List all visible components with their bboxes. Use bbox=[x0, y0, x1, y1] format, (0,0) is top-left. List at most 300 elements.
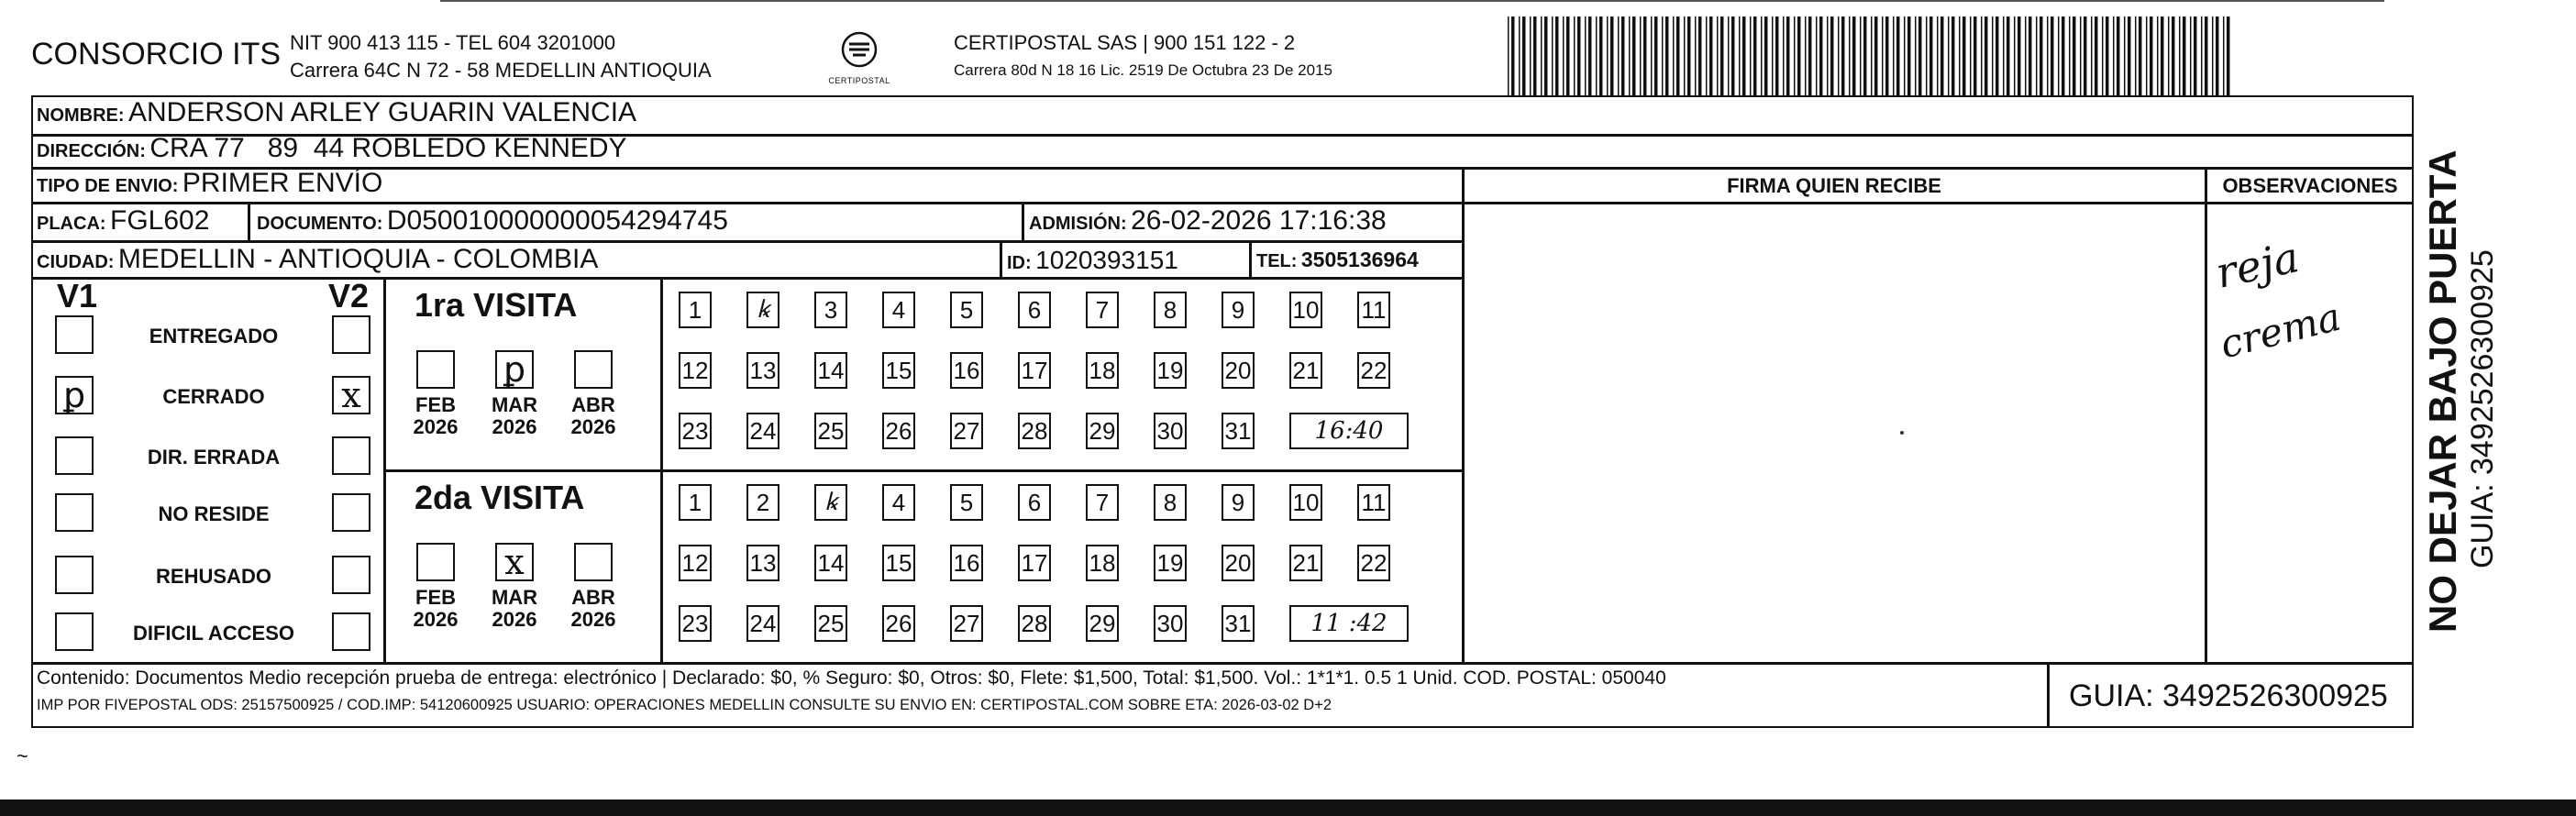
barcode-bar bbox=[1896, 17, 1900, 95]
barcode-bar bbox=[1753, 17, 1757, 95]
day-box[interactable]: 30 bbox=[1154, 605, 1187, 642]
tipo-value: PRIMER ENVÍO bbox=[182, 168, 383, 198]
day-box[interactable]: 30 bbox=[1154, 413, 1187, 449]
day-box[interactable]: 25 bbox=[814, 605, 847, 642]
ciudad-row bbox=[37, 244, 598, 275]
barcode-bar bbox=[2201, 17, 2203, 95]
signature-area[interactable] bbox=[1464, 204, 2205, 662]
barcode-bar bbox=[1797, 17, 1801, 95]
barcode-bar bbox=[2223, 17, 2225, 95]
month-checkbox[interactable] bbox=[574, 543, 613, 581]
month-year: 2026 bbox=[492, 608, 537, 631]
barcode-bar bbox=[1629, 17, 1631, 95]
month-year: 2026 bbox=[570, 608, 616, 631]
v1-checkbox[interactable] bbox=[55, 556, 94, 594]
visit-title: 1ra VISITA bbox=[415, 286, 578, 324]
print-info: IMP POR FIVEPOSTAL ODS: 25157500925 / COD.IMP: 54120600925 USUARIO: OPERACIONES MEDELLIN CONSULTE SU ENVIO EN: CERTIPOSTAL.COM SOBRE ETA: 2026-03-02 D+2 bbox=[37, 697, 1332, 713]
visit-month-divider bbox=[660, 277, 663, 662]
day-box[interactable]: 12 bbox=[679, 545, 712, 581]
v1-checkbox[interactable] bbox=[55, 315, 94, 354]
barcode-bar bbox=[1830, 17, 1834, 95]
day-box[interactable]: 24 bbox=[746, 413, 779, 449]
day-box[interactable]: 15 bbox=[882, 545, 915, 581]
barcode-bar bbox=[1662, 17, 1664, 95]
barcode-bar bbox=[2051, 17, 2054, 95]
v1-checkbox[interactable] bbox=[55, 436, 94, 475]
barcode-bar bbox=[1541, 17, 1542, 95]
row-divider bbox=[31, 277, 1462, 280]
day-box[interactable]: 6 bbox=[1018, 292, 1051, 328]
barcode-bar bbox=[1610, 17, 1614, 95]
day-box[interactable]: 21 bbox=[1289, 545, 1322, 581]
day-box[interactable]: 23 bbox=[679, 413, 712, 449]
barcode-bar bbox=[1808, 17, 1812, 95]
barcode-bar bbox=[1863, 17, 1867, 95]
month-name: ABR bbox=[571, 393, 615, 416]
barcode-bar bbox=[1665, 17, 1669, 95]
tipo-label: TIPO DE ENVIO: bbox=[37, 176, 179, 196]
footer-divider bbox=[31, 662, 2414, 665]
observaciones-header: OBSERVACIONES bbox=[2222, 174, 2398, 197]
barcode-bar bbox=[1819, 17, 1823, 95]
barcode-bar bbox=[1926, 17, 1928, 95]
cell-divider bbox=[1249, 240, 1252, 277]
guia-divider bbox=[2047, 662, 2050, 728]
top-rule bbox=[440, 0, 2384, 2]
day-box[interactable]: 9 bbox=[1222, 292, 1255, 328]
day-box[interactable]: 5 bbox=[950, 484, 983, 521]
barcode-bar bbox=[2190, 17, 2192, 95]
barcode-bar bbox=[1717, 17, 1719, 95]
admision-value: 26-02-2026 17:16:38 bbox=[1131, 205, 1387, 236]
barcode-bar bbox=[1973, 17, 1977, 95]
barcode-bar bbox=[2003, 17, 2005, 95]
observation-note-1: reja bbox=[2211, 232, 2304, 298]
month-name: MAR bbox=[491, 586, 538, 609]
barcode-bar bbox=[2102, 17, 2104, 95]
observation-note-2: crema bbox=[2216, 293, 2346, 368]
status-label: ENTREGADO bbox=[149, 325, 279, 347]
v2-checkbox[interactable] bbox=[332, 493, 370, 532]
scan-edge bbox=[0, 799, 2576, 816]
barcode-bar bbox=[1731, 17, 1735, 95]
barcode-bar bbox=[1519, 17, 1520, 95]
company-address: Carrera 64C N 72 - 58 MEDELLIN ANTIOQUIA bbox=[290, 59, 712, 82]
certipostal-logo-icon bbox=[825, 29, 893, 72]
barcode bbox=[1504, 17, 2238, 95]
barcode-bar bbox=[1684, 17, 1686, 95]
month-checkbox[interactable] bbox=[574, 350, 613, 389]
barcode-bar bbox=[1996, 17, 1999, 95]
id-label: ID: bbox=[1007, 253, 1032, 273]
day-box[interactable]: 2 bbox=[746, 484, 779, 521]
barcode-bar bbox=[1673, 17, 1675, 95]
barcode-bar bbox=[2128, 17, 2131, 95]
day-box[interactable]: 7 bbox=[1086, 292, 1119, 328]
barcode-bar bbox=[1577, 17, 1581, 95]
barcode-bar bbox=[2117, 17, 2120, 95]
barcode-bar bbox=[1904, 17, 1906, 95]
barcode-bar bbox=[2179, 17, 2181, 95]
month-name: MAR bbox=[491, 393, 538, 416]
day-box[interactable]: 10 bbox=[1289, 484, 1322, 521]
courier-line: CERTIPOSTAL SAS | 900 151 122 - 2 bbox=[954, 31, 1296, 54]
barcode-bar bbox=[2007, 17, 2010, 95]
barcode-bar bbox=[1882, 17, 1884, 95]
day-box[interactable]: 19 bbox=[1154, 545, 1187, 581]
company-info bbox=[290, 29, 712, 84]
cell-divider bbox=[1000, 240, 1002, 277]
v2-checkbox[interactable] bbox=[332, 556, 370, 594]
day-box[interactable]: 14 bbox=[814, 545, 847, 581]
barcode-bar bbox=[1508, 17, 1509, 95]
month-label bbox=[481, 394, 548, 438]
day-box[interactable]: 17 bbox=[1018, 352, 1051, 389]
barcode-bar bbox=[1871, 17, 1873, 95]
barcode-bar bbox=[2029, 17, 2032, 95]
barcode-bar bbox=[2216, 17, 2219, 95]
barcode-bar bbox=[1918, 17, 1922, 95]
day-box[interactable]: 25 bbox=[814, 413, 847, 449]
barcode-bar bbox=[1772, 17, 1774, 95]
tel-row bbox=[1256, 248, 1419, 272]
content-summary: Contenido: Documentos Medio recepción prueba de entrega: electrónico | Declarado: $0, % Seguro: $0, Otros: $0, Flete: $1,500, Total: $1,500. Vol.: 1*1*1. 0.5 1 Unid. COD. POSTAL: 050040 bbox=[37, 667, 1666, 689]
month-check-mark: ⅹ bbox=[504, 542, 525, 582]
day-box[interactable]: 22 bbox=[1357, 545, 1390, 581]
barcode-bar bbox=[1893, 17, 1895, 95]
barcode-bar bbox=[1786, 17, 1790, 95]
day-box[interactable]: 1 bbox=[679, 484, 712, 521]
day-box[interactable]: 22 bbox=[1357, 352, 1390, 389]
barcode-bar bbox=[2073, 17, 2076, 95]
admision-label: ADMISIÓN: bbox=[1029, 214, 1127, 234]
day-box[interactable]: 10 bbox=[1289, 292, 1322, 328]
day-box[interactable]: 13 bbox=[746, 545, 779, 581]
day-box[interactable]: 20 bbox=[1222, 352, 1255, 389]
barcode-bar bbox=[1985, 17, 1988, 95]
barcode-bar bbox=[2014, 17, 2016, 95]
tipo-row bbox=[37, 168, 382, 199]
barcode-bar bbox=[1874, 17, 1878, 95]
v2-checkbox[interactable] bbox=[332, 612, 370, 651]
barcode-bar bbox=[1783, 17, 1785, 95]
status-label: CERRADO bbox=[162, 385, 265, 408]
barcode-bar bbox=[1574, 17, 1575, 95]
barcode-bar bbox=[1764, 17, 1768, 95]
barcode-bar bbox=[1530, 17, 1531, 95]
month-year: 2026 bbox=[570, 415, 616, 438]
barcode-bar bbox=[1585, 17, 1587, 95]
barcode-bar bbox=[1970, 17, 1972, 95]
barcode-bar bbox=[2062, 17, 2065, 95]
barcode-bar bbox=[1544, 17, 1548, 95]
barcode-bar bbox=[2135, 17, 2137, 95]
barcode-bar bbox=[2124, 17, 2126, 95]
status-label: DIR. ERRADA bbox=[147, 446, 281, 469]
barcode-bar bbox=[1951, 17, 1955, 95]
day-box[interactable]: 29 bbox=[1086, 605, 1119, 642]
cell-divider bbox=[1022, 202, 1024, 240]
month-name: ABR bbox=[571, 586, 615, 609]
barcode-bar bbox=[1959, 17, 1961, 95]
v2-check-mark: ⅹ bbox=[341, 375, 361, 415]
barcode-bar bbox=[2146, 17, 2148, 95]
barcode-bar bbox=[1937, 17, 1939, 95]
visit-title: 2da VISITA bbox=[415, 479, 585, 516]
day-box[interactable]: 27 bbox=[950, 413, 983, 449]
visit-divider bbox=[383, 469, 1462, 472]
day-box[interactable]: 11 bbox=[1357, 292, 1390, 328]
day-box[interactable]: 4 bbox=[882, 292, 915, 328]
day-box[interactable]: 31 bbox=[1222, 413, 1255, 449]
barcode-bar bbox=[1841, 17, 1845, 95]
courier-info bbox=[954, 29, 1332, 84]
placa-label: PLACA: bbox=[37, 214, 106, 234]
day-box[interactable]: 6 bbox=[1018, 484, 1051, 521]
day-box[interactable]: 18 bbox=[1086, 352, 1119, 389]
barcode-bar bbox=[1992, 17, 1994, 95]
day-box[interactable]: 28 bbox=[1018, 413, 1051, 449]
day-box[interactable]: 1 bbox=[679, 292, 712, 328]
visit-time-box[interactable]: 16:40 bbox=[1289, 413, 1409, 449]
row-divider bbox=[31, 167, 2414, 170]
documento-row bbox=[257, 205, 728, 237]
barcode-bar bbox=[1698, 17, 1702, 95]
day-box[interactable]: 28 bbox=[1018, 605, 1051, 642]
day-box[interactable]: 17 bbox=[1018, 545, 1051, 581]
day-box[interactable]: 16 bbox=[950, 545, 983, 581]
day-box[interactable]: 5 bbox=[950, 292, 983, 328]
day-box[interactable]: 21 bbox=[1289, 352, 1322, 389]
barcode-bar bbox=[1643, 17, 1647, 95]
company-name: CONSORCIO ITS bbox=[31, 37, 282, 72]
barcode-bar bbox=[1860, 17, 1862, 95]
barcode-bar bbox=[1805, 17, 1807, 95]
day-box[interactable]: 18 bbox=[1086, 545, 1119, 581]
day-box[interactable]: 9 bbox=[1222, 484, 1255, 521]
month-checkbox[interactable] bbox=[416, 543, 455, 581]
barcode-bar bbox=[2194, 17, 2197, 95]
tel-value: 3505136964 bbox=[1300, 248, 1419, 271]
barcode-bar bbox=[1687, 17, 1691, 95]
barcode-bar bbox=[2212, 17, 2214, 95]
month-checkbox[interactable] bbox=[416, 350, 455, 389]
barcode-bar bbox=[1651, 17, 1653, 95]
v1-checkbox[interactable] bbox=[55, 493, 94, 532]
barcode-bar bbox=[2036, 17, 2038, 95]
barcode-bar bbox=[2040, 17, 2043, 95]
day-box[interactable]: 23 bbox=[679, 605, 712, 642]
barcode-bar bbox=[1852, 17, 1856, 95]
barcode-bar bbox=[1739, 17, 1741, 95]
barcode-bar bbox=[1885, 17, 1889, 95]
firma-header: FIRMA QUIEN RECIBE bbox=[1727, 174, 1941, 197]
barcode-bar bbox=[1728, 17, 1730, 95]
day-box[interactable]: 4 bbox=[882, 484, 915, 521]
day-box[interactable]: 8 bbox=[1154, 292, 1187, 328]
month-label bbox=[559, 587, 627, 631]
direccion-value: CRA 77 89 44 ROBLEDO KENNEDY bbox=[149, 133, 627, 163]
barcode-bar bbox=[2161, 17, 2164, 95]
v1-header: V1 bbox=[57, 277, 98, 314]
barcode-bar bbox=[1849, 17, 1851, 95]
barcode-bar bbox=[1654, 17, 1658, 95]
month-checkbox[interactable] bbox=[495, 543, 534, 581]
barcode-bar bbox=[2168, 17, 2170, 95]
observaciones-divider bbox=[2205, 167, 2207, 664]
barcode-bar bbox=[1596, 17, 1598, 95]
cell-divider bbox=[248, 202, 250, 240]
day-box[interactable]: 19 bbox=[1154, 352, 1187, 389]
documento-value: D050010000000054294745 bbox=[386, 205, 728, 236]
placa-row bbox=[37, 205, 209, 237]
day-box[interactable]: 7 bbox=[1086, 484, 1119, 521]
barcode-bar bbox=[2084, 17, 2087, 95]
status-label: DIFICIL ACCESO bbox=[132, 622, 294, 645]
v2-checkbox[interactable] bbox=[332, 376, 370, 414]
direccion-label: DIRECCIÓN: bbox=[37, 141, 146, 161]
barcode-bar bbox=[1948, 17, 1950, 95]
barcode-bar bbox=[1827, 17, 1829, 95]
barcode-bar bbox=[1915, 17, 1917, 95]
barcode-bar bbox=[1632, 17, 1636, 95]
day-box[interactable]: 8 bbox=[1154, 484, 1187, 521]
barcode-bar bbox=[2047, 17, 2049, 95]
side-warning bbox=[2421, 149, 2501, 633]
certipostal-logo bbox=[825, 29, 893, 88]
month-label bbox=[481, 587, 548, 631]
barcode-bar bbox=[2069, 17, 2071, 95]
barcode-bar bbox=[2139, 17, 2142, 95]
barcode-bar bbox=[1962, 17, 1966, 95]
day-box[interactable]: ꝃ bbox=[746, 292, 779, 328]
v1-checkbox[interactable] bbox=[55, 376, 94, 414]
barcode-bar bbox=[2058, 17, 2060, 95]
barcode-bar bbox=[2018, 17, 2021, 95]
barcode-bar bbox=[2025, 17, 2027, 95]
day-box[interactable]: 11 bbox=[1357, 484, 1390, 521]
barcode-bar bbox=[2080, 17, 2082, 95]
barcode-bar bbox=[2150, 17, 2153, 95]
barcode-bar bbox=[1555, 17, 1559, 95]
visit-time-box[interactable]: 11 :42 bbox=[1289, 605, 1409, 642]
tel-label: TEL: bbox=[1256, 251, 1298, 271]
no-dejar-bajo-puerta: NO DEJAR BAJO PUERTA bbox=[2421, 149, 2464, 633]
barcode-bar bbox=[2106, 17, 2109, 95]
barcode-bar bbox=[1816, 17, 1818, 95]
logo-label: CERTIPOSTAL bbox=[828, 76, 890, 85]
day-box[interactable]: 14 bbox=[814, 352, 847, 389]
day-box[interactable]: 20 bbox=[1222, 545, 1255, 581]
barcode-graphic bbox=[1504, 17, 2238, 95]
placa-value: FGL602 bbox=[110, 205, 210, 236]
day-box[interactable]: ꝃ bbox=[814, 484, 847, 521]
barcode-bar bbox=[2095, 17, 2098, 95]
month-name: FEB bbox=[415, 586, 456, 609]
id-row bbox=[1007, 246, 1178, 275]
barcode-bar bbox=[1940, 17, 1944, 95]
day-box[interactable]: 13 bbox=[746, 352, 779, 389]
month-year: 2026 bbox=[413, 608, 459, 631]
day-box[interactable]: 15 bbox=[882, 352, 915, 389]
barcode-bar bbox=[2157, 17, 2159, 95]
barcode-bar bbox=[1720, 17, 1724, 95]
barcode-bar bbox=[2183, 17, 2186, 95]
barcode-bar bbox=[1607, 17, 1609, 95]
barcode-bar bbox=[1618, 17, 1620, 95]
guia-number: GUIA: 3492526300925 bbox=[2069, 678, 2388, 713]
v2-checkbox[interactable] bbox=[332, 436, 370, 475]
scan-dot bbox=[1900, 431, 1904, 435]
side-guia: GUIA: 3492526300925 bbox=[2465, 249, 2500, 568]
courier-address: Carrera 80d N 18 16 Lic. 2519 De Octubra 23 De 2015 bbox=[954, 61, 1332, 79]
barcode-bar bbox=[2091, 17, 2093, 95]
barcode-bar bbox=[1676, 17, 1680, 95]
barcode-bar bbox=[1706, 17, 1708, 95]
barcode-bar bbox=[1640, 17, 1642, 95]
day-box[interactable]: 16 bbox=[950, 352, 983, 389]
day-box[interactable]: 26 bbox=[882, 605, 915, 642]
day-box[interactable]: 27 bbox=[950, 605, 983, 642]
month-label bbox=[402, 394, 470, 438]
v1-check-mark: ꝑ bbox=[62, 375, 86, 415]
barcode-bar bbox=[1599, 17, 1603, 95]
month-name: FEB bbox=[415, 393, 456, 416]
day-box[interactable]: 29 bbox=[1086, 413, 1119, 449]
month-year: 2026 bbox=[413, 415, 459, 438]
barcode-bar bbox=[1511, 17, 1515, 95]
v2-checkbox[interactable] bbox=[332, 315, 370, 354]
month-year: 2026 bbox=[492, 415, 537, 438]
barcode-bar bbox=[1981, 17, 1983, 95]
month-checkbox[interactable] bbox=[495, 350, 534, 389]
direccion-row bbox=[37, 133, 627, 164]
nit-line: NIT 900 413 115 - TEL 604 3201000 bbox=[290, 31, 616, 54]
barcode-bar bbox=[2113, 17, 2115, 95]
barcode-bar bbox=[1566, 17, 1570, 95]
status-label: REHUSADO bbox=[156, 565, 271, 588]
month-label bbox=[402, 587, 470, 631]
barcode-bar bbox=[1522, 17, 1526, 95]
day-box[interactable]: 26 bbox=[882, 413, 915, 449]
status-label: NO RESIDE bbox=[158, 502, 270, 525]
barcode-bar bbox=[2205, 17, 2208, 95]
barcode-bar bbox=[1563, 17, 1564, 95]
id-value: 1020393151 bbox=[1035, 246, 1178, 274]
v2-header: V2 bbox=[328, 277, 370, 314]
barcode-bar bbox=[1533, 17, 1537, 95]
nombre-value: ANDERSON ARLEY GUARIN VALENCIA bbox=[128, 97, 637, 127]
nombre-label: NOMBRE: bbox=[37, 105, 125, 126]
barcode-bar bbox=[1775, 17, 1779, 95]
day-box[interactable]: 12 bbox=[679, 352, 712, 389]
day-box[interactable]: 24 bbox=[746, 605, 779, 642]
barcode-bar bbox=[1794, 17, 1796, 95]
barcode-bar bbox=[1750, 17, 1752, 95]
day-box[interactable]: 31 bbox=[1222, 605, 1255, 642]
nombre-row bbox=[37, 97, 636, 128]
barcode-bar bbox=[2172, 17, 2175, 95]
documento-label: DOCUMENTO: bbox=[257, 214, 383, 234]
day-box[interactable]: 3 bbox=[814, 292, 847, 328]
barcode-bar bbox=[1929, 17, 1933, 95]
barcode-bar bbox=[1838, 17, 1840, 95]
margin-mark: ~ bbox=[17, 744, 28, 767]
barcode-bar bbox=[1588, 17, 1592, 95]
barcode-bar bbox=[1907, 17, 1911, 95]
v1-checkbox[interactable] bbox=[55, 612, 94, 651]
ciudad-value: MEDELLIN - ANTIOQUIA - COLOMBIA bbox=[117, 244, 599, 274]
